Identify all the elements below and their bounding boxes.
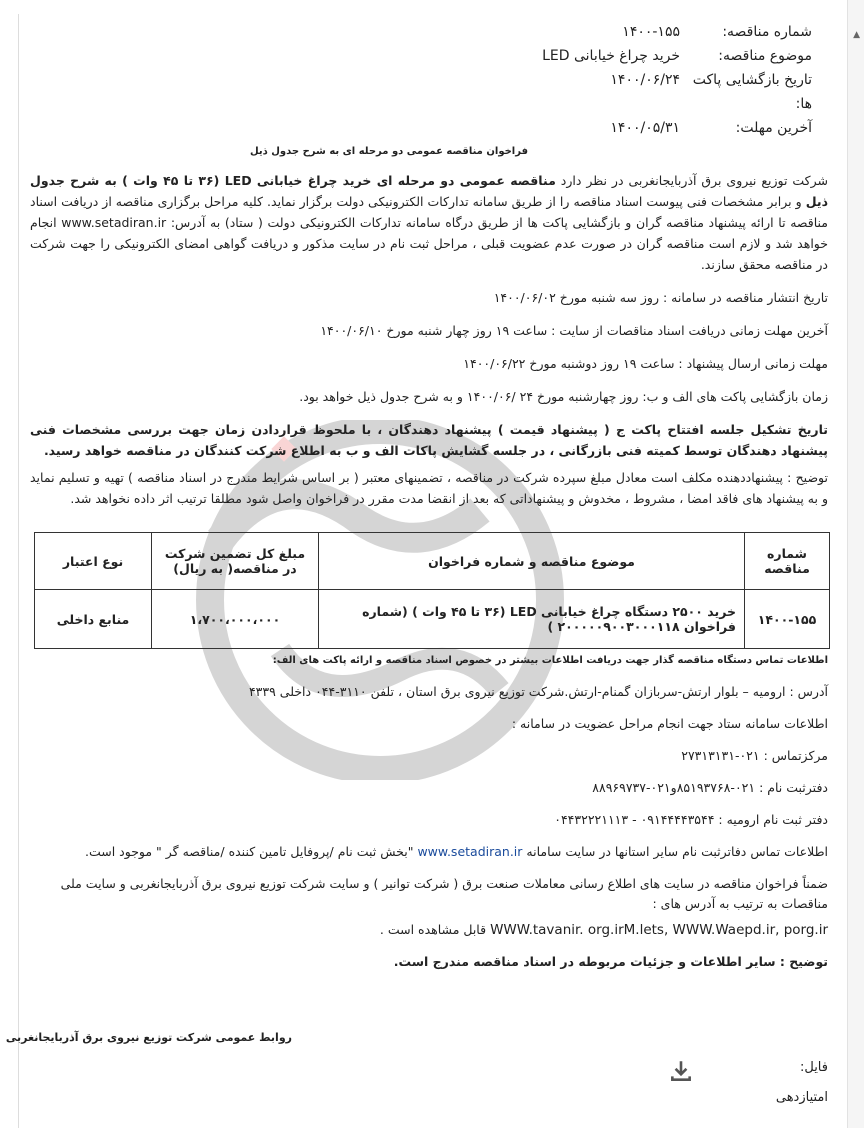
scroll-up-arrow-icon[interactable]: ▲ (853, 30, 860, 40)
col-subject: موضوع مناقصه و شماره فراخوان (319, 533, 745, 590)
offer-deadline: مهلت زمانی ارسال پیشنهاد : ساعت ۱۹ روز دوشنبه مورخ ۱۴۰۰/۰۶/۲۲ (463, 356, 828, 371)
final-note: توضیح : سایر اطلاعات و جزئیات مربوطه در اسناد مناقصه مندرج است. (393, 954, 828, 969)
setad-info: اطلاعات سامانه ستاد جهت انجام مراحل عضویت در سامانه : (511, 716, 828, 731)
announcement-body (30, 170, 828, 521)
tender-number-value: ۱۴۰۰-۱۵۵ (622, 24, 680, 40)
sites-list[interactable]: WWW.tavanir. org.irM.lets, WWW.Waepd.ir, porg.ir (490, 922, 828, 938)
docs-deadline: آخرین مهلت زمانی دریافت اسناد مناقصات از سایت : ساعت ۱۹ روز چهار شنبه مورخ ۱۴۰۰/۰۶/۱۰ (320, 323, 828, 338)
subject-label: موضوع مناقصه: (718, 48, 812, 64)
urmia-office: دفتر ثبت نام ارومیه : ۰۹۱۴۴۴۴۳۵۴۴ - ۰۴۴۳۲۲۲۱۱۱۳ (554, 812, 828, 827)
tender-number-label: شماره مناقصه: (722, 24, 812, 40)
cell-credit-type: منابع داخلی (35, 590, 152, 649)
vertical-scrollbar[interactable] (847, 0, 864, 1128)
address: آدرس : ارومیه – بلوار ارتش-سربازان گمنام-ارتش.شرکت توزیع نیروی برق استان ، تلفن ۳۱۱۰-۰۴۴ داخلی ۴۳۳۹ (248, 684, 828, 699)
intro-bold: مناقصه عمومی دو مرحله ای خرید چراغ خیابانی LED (۳۶ تا ۴۵ وات ) به شرح جدول ذیل (30, 173, 828, 209)
opening-date-label-cont: ها: (795, 96, 812, 112)
publish-sites: ضمناً فراخوان مناقصه در سایت های اطلاع رسانی معاملات صنعت برق ( شرکت توانیر ) و سایت شرکت توزیع نیروی برق آذربایجانغربی و سایت ملی مناقصات به ترتیب به آدرس های : (60, 876, 828, 911)
tender-table (34, 532, 830, 649)
sites-line: WWW.tavanir. org.irM.lets, WWW.Waepd.ir, porg.ir قابل مشاهده است . (379, 922, 828, 938)
signature: روابط عمومی شرکت توزیع نیروی برق آذربایجانغربی (5, 1031, 292, 1044)
download-icon[interactable] (668, 1058, 694, 1084)
other-offices: اطلاعات تماس دفاترثبت نام سایر استانها در سایت سامانه www.setadiran.ir "بخش ثبت نام /پروفایل تامین کننده /مناقصه گر " موجود است. (85, 844, 828, 859)
subject-value: خرید چراغ خیابانی LED (542, 48, 680, 64)
deadline-value: ۱۴۰۰/۰۵/۳۱ (610, 120, 680, 136)
table-row (35, 590, 830, 649)
cell-tender-number: ۱۴۰۰-۱۵۵ (745, 590, 830, 649)
announcement-heading: فراخوان مناقصه عمومی دو مرحله ای به شرح جدول ذیل (249, 146, 528, 157)
col-tender-number: شماره مناقصه (745, 533, 830, 590)
contacts-section (30, 682, 828, 984)
file-label: فایل: (799, 1060, 828, 1075)
deadline-label: آخرین مهلت: (735, 120, 812, 136)
cell-subject: خرید ۲۵۰۰ دستگاه چراغ خیابانی LED (۳۶ تا ۴۵ وات ) (شماره فراخوان ۲۰۰۰۰۰۹۰۰۳۰۰۰۱۱۸ ) (319, 590, 745, 649)
call-center: مرکزتماس : ۰۲۱-۲۷۳۱۳۱۳۱ (681, 748, 828, 763)
intro-paragraph: شرکت توزیع نیروی برق آذربایجانغربی در نظر دارد مناقصه عمومی دو مرحله ای خرید چراغ خیابانی LED (۳۶ تا ۴۵ وات ) به شرح جدول ذیل و برابر مشخصات فنی پیوست اسناد مناقصه را از طریق سامانه تدارکات الکترونیکی دولت برگزار نماید. کلیه مراحل برگزاری مناقصه از دریافت اسناد مناقصه تا ارائه پیشنهاد مناقصه گران و بازگشایی پاکت ها از طریق درگاه سامانه تدارکات الکترونیکی دولت ( ستاد) به آدرس: www.setadiran.ir انجام خواهد شد و لازم است مناقصه گران در صورت عدم عضویت قبلی ، مراحل ثبت نام در سایت مذکور و دریافت گواهی امضای الکترونیکی را جهت شرکت در مناقصه محقق سازند. (30, 173, 828, 272)
opening-time: زمان بازگشایی پاکت های الف و ب: روز چهارشنبه مورخ ۲۴ /۱۴۰۰/۰۶ و به شرح جدول ذیل خواهد بود. (299, 389, 828, 404)
opening-date-label: تاریخ بازگشایی پاکت (692, 72, 812, 88)
cell-guarantee: ۱،۷۰۰،۰۰۰،۰۰۰ (152, 590, 319, 649)
contacts-title: اطلاعات تماس دستگاه مناقصه گذار جهت دریافت اطلاعات بیشتر در خصوص اسناد مناقصه و ارائه پاکت های الف: (272, 655, 828, 666)
meeting-paragraph: تاریخ تشکیل جلسه افتتاح پاکت ج ( پیشنهاد قیمت ) پیشنهاد دهندگان ، با ملحوظ قراردادن زمان جهت بررسی مشخصات فنی پیشنهاد دهندگان توسط کمیته فنی بازرگانی ، در جلسه گشایش پاکات الف و ب به اطلاع شرکت کنندگان در مناقصه خواهد رسید. (30, 422, 828, 458)
rating-label[interactable]: امتیازدهی (775, 1090, 828, 1105)
opening-date-value: ۱۴۰۰/۰۶/۲۴ (610, 72, 680, 88)
tehran-office: دفترثبت نام : ۰۲۱-۸۵۱۹۳۷۶۸و۰۲۱-۸۸۹۶۹۷۳۷ (592, 780, 828, 795)
publish-date: تاریخ انتشار مناقصه در سامانه : روز سه شنبه مورخ ۱۴۰۰/۰۶/۰۲ (493, 290, 828, 305)
setadiran-link[interactable]: www.setadiran.ir (417, 844, 523, 859)
col-guarantee: مبلغ کل تضمین شرکت در مناقصه( به ریال) (152, 533, 319, 590)
col-credit-type: نوع اعتبار (35, 533, 152, 590)
note-paragraph: توضیح : پیشنهاددهنده مکلف است معادل مبلغ سپرده شرکت در مناقصه ، تضمینهای معتبر ( بر اساس شرایط مندرج در اسناد مناقصه ) تهیه و تسلیم نماید و به پیشنهاد های فاقد امضا ، مشروط ، مخدوش و پیشنهاداتی که بعد از انقضا مدت مقرر در فراخوان واصل شود مطلقا ترتیب اثر داده نخواهد شد. (30, 470, 828, 506)
tender-meta (332, 20, 812, 140)
